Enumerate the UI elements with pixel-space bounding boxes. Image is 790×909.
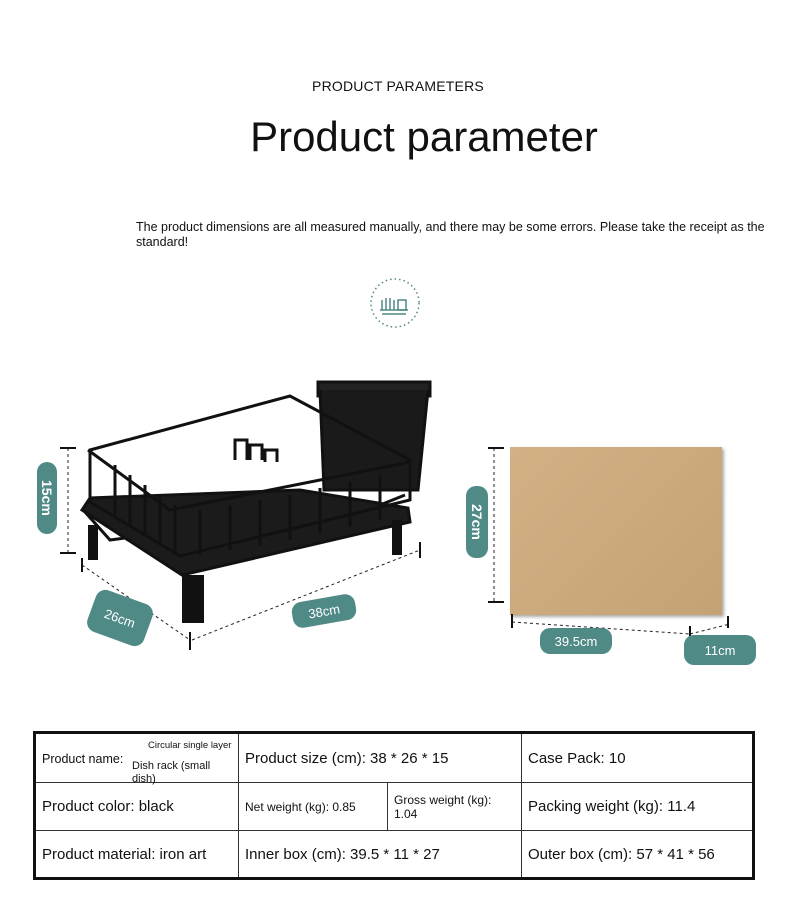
outer-box-cell: Outer box (cm): 57 * 41 * 56 (522, 831, 754, 879)
parameter-table (33, 731, 755, 880)
net-weight-cell: Net weight (kg): 0.85 (239, 783, 388, 831)
dish-rack-product-image (0, 370, 460, 660)
product-color-cell: Product color: black (35, 783, 239, 831)
measurement-note: The product dimensions are all measured manually, and there may be some errors. Please take the receipt as the standard! (136, 220, 765, 249)
dish-rack-icon (368, 276, 422, 330)
box-depth-label: 11cm (684, 635, 756, 665)
page-title: Product parameter (250, 113, 598, 160)
box-height-label: 27cm (466, 486, 488, 558)
case-pack-cell: Case Pack: 10 (522, 733, 754, 783)
inner-box-cell: Inner box (cm): 39.5 * 11 * 27 (239, 831, 522, 879)
section-kicker: PRODUCT PARAMETERS (312, 78, 484, 94)
packing-weight-cell: Packing weight (kg): 11.4 (522, 783, 754, 831)
box-width-label: 39.5cm (540, 628, 612, 654)
product-name-line2: Dish rack (small dish) (132, 760, 211, 785)
rack-width-label: 38cm (290, 593, 358, 630)
gross-weight-cell: Gross weight (kg): 1.04 (388, 783, 522, 831)
product-name-line1: Circular single layer (148, 740, 232, 751)
product-material-cell: Product material: iron art (35, 831, 239, 879)
product-name-label: Product name: (42, 751, 124, 766)
box-dimension-lines (480, 440, 740, 640)
product-name-cell (35, 733, 239, 783)
rack-depth-label: 26cm (84, 587, 155, 649)
product-size-cell: Product size (cm): 38 * 26 * 15 (239, 733, 522, 783)
rack-height-label: 15cm (37, 462, 57, 534)
